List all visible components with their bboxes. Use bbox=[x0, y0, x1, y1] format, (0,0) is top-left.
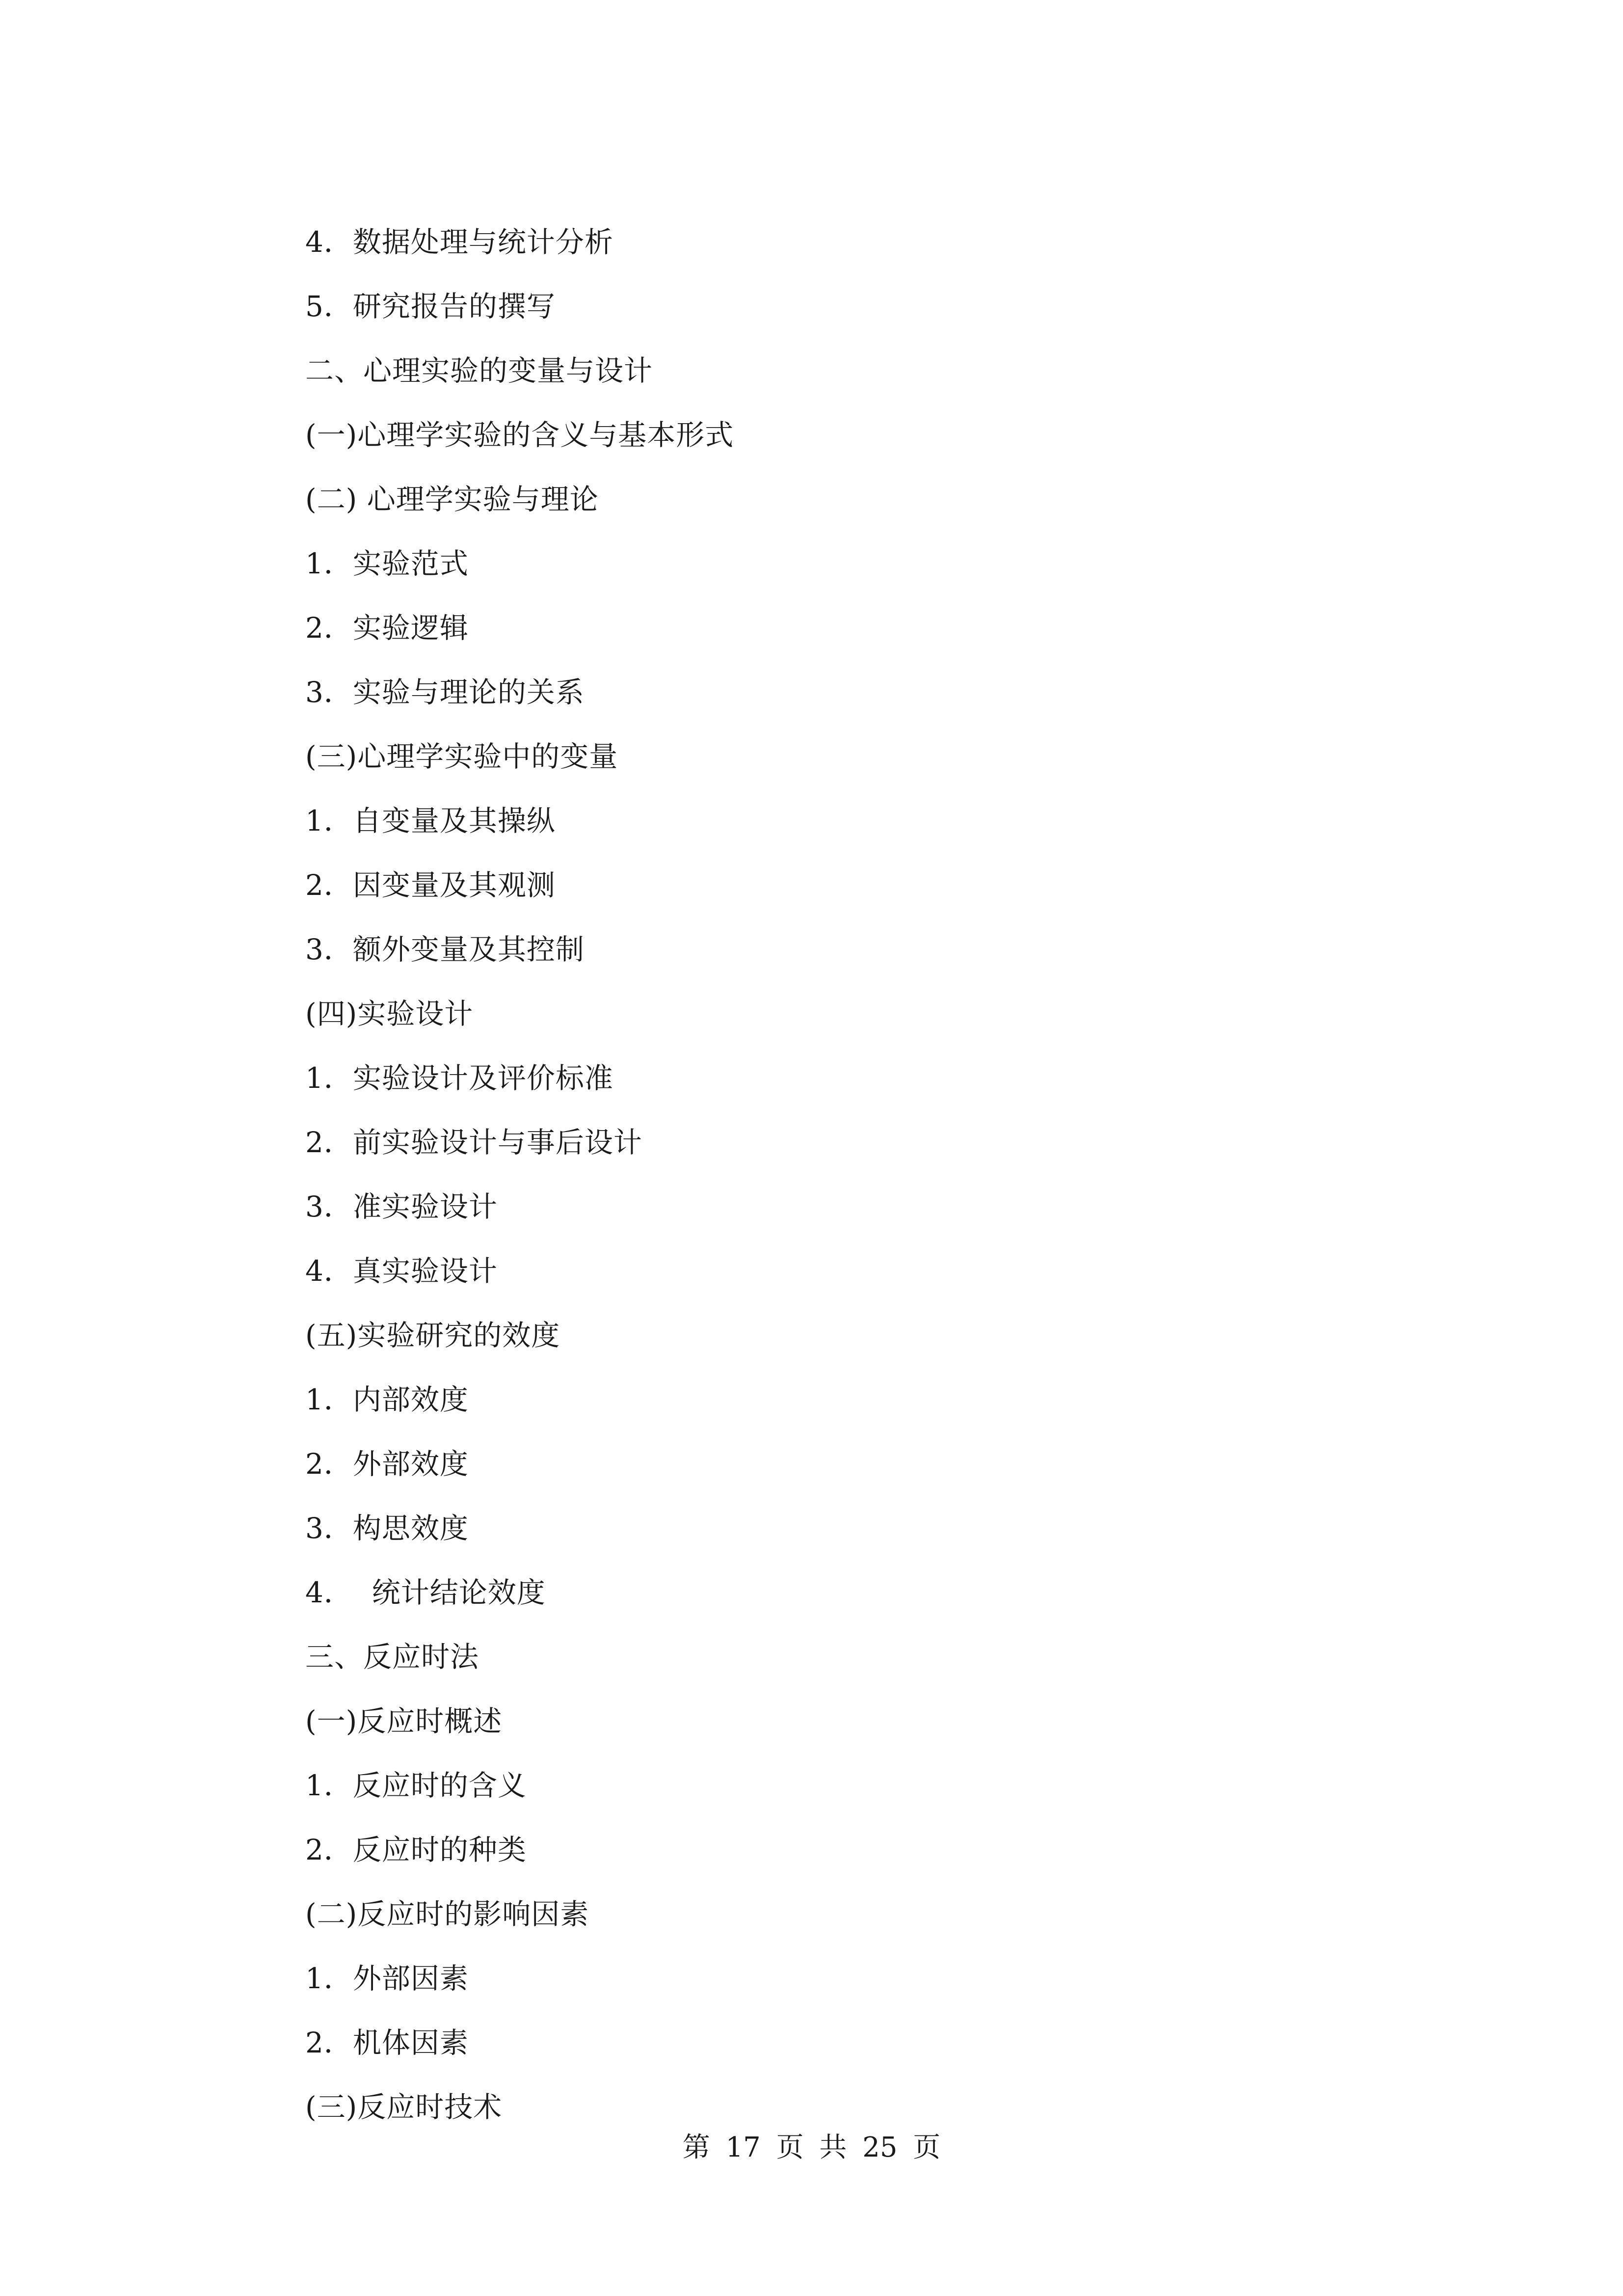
outline-item: 1．内部效度 bbox=[305, 1383, 469, 1416]
outline-item: 1．实验设计及评价标准 bbox=[305, 1061, 613, 1095]
outline-item: 2．因变量及其观测 bbox=[305, 868, 556, 902]
outline-item: 1．实验范式 bbox=[305, 547, 469, 580]
outline-item: 1．反应时的含义 bbox=[305, 1769, 527, 1802]
outline-item: 1．自变量及其操纵 bbox=[305, 804, 556, 837]
outline-item: 2．反应时的种类 bbox=[305, 1833, 527, 1866]
subsection-heading: (二) 心理学实验与理论 bbox=[305, 483, 599, 516]
outline-item: 4． 统计结论效度 bbox=[305, 1576, 546, 1609]
outline-item: 2．机体因素 bbox=[305, 2026, 469, 2059]
outline-item: 4．真实验设计 bbox=[305, 1254, 498, 1288]
outline-body bbox=[305, 210, 1336, 2139]
page-number-footer: 第 17 页 共 25 页 bbox=[682, 2132, 941, 2163]
outline-item: 5．研究报告的撰写 bbox=[305, 290, 556, 323]
subsection-heading: (五)实验研究的效度 bbox=[305, 1319, 560, 1352]
outline-item: 3．额外变量及其控制 bbox=[305, 933, 585, 966]
outline-item: 4．数据处理与统计分析 bbox=[305, 225, 613, 259]
section-heading: 二、心理实验的变量与设计 bbox=[305, 354, 653, 387]
outline-item: 1．外部因素 bbox=[305, 1962, 469, 1995]
subsection-heading: (二)反应时的影响因素 bbox=[305, 1897, 589, 1931]
subsection-heading: (一)反应时概述 bbox=[305, 1704, 503, 1738]
subsection-heading: (三)心理学实验中的变量 bbox=[305, 740, 618, 773]
subsection-heading: (一)心理学实验的含义与基本形式 bbox=[305, 418, 734, 452]
outline-item: 3．实验与理论的关系 bbox=[305, 675, 585, 709]
subsection-heading: (三)反应时技术 bbox=[305, 2090, 503, 2124]
subsection-heading: (四)实验设计 bbox=[305, 997, 474, 1030]
outline-item: 2．实验逻辑 bbox=[305, 611, 469, 645]
outline-item: 3．准实验设计 bbox=[305, 1190, 498, 1223]
outline-item: 2．前实验设计与事后设计 bbox=[305, 1126, 642, 1159]
outline-item: 2．外部效度 bbox=[305, 1447, 469, 1481]
section-heading: 三、反应时法 bbox=[305, 1640, 479, 1674]
outline-item: 3．构思效度 bbox=[305, 1512, 469, 1545]
